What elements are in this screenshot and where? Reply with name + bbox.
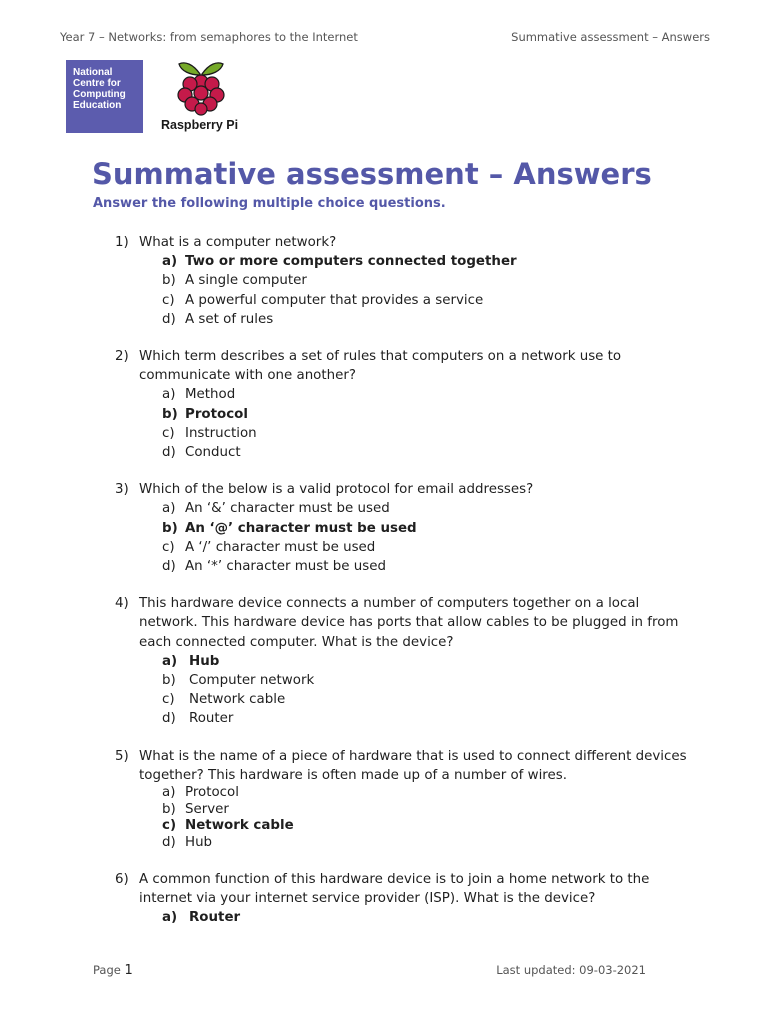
answer-option-correct (162, 908, 695, 927)
question-text: What is the name of a piece of hardware that is used to connect different devices together? This hardware is often made up of a number of wires. (139, 748, 687, 783)
option-letter: d) (162, 711, 176, 727)
option-letter: c) (162, 425, 175, 441)
option-letter: c) (162, 539, 175, 555)
question-text: What is a computer network? (139, 235, 337, 250)
option-letter: c) (162, 818, 177, 834)
answer-option-correct (162, 519, 695, 538)
option-text: Computer network (189, 673, 315, 689)
option-letter: a) (162, 501, 176, 517)
answer-option (162, 557, 695, 576)
answer-option-correct (162, 405, 695, 424)
answer-option (162, 785, 695, 802)
instructions: Answer the following multiple choice questions. (93, 196, 446, 211)
ncce-logo-line: Computing (73, 89, 126, 100)
raspberry-icon (175, 58, 227, 116)
option-text: An ‘@’ character must be used (185, 520, 417, 536)
question-number: 2) (115, 349, 129, 365)
option-letter: c) (162, 692, 175, 708)
option-letter: d) (162, 835, 176, 851)
answer-option (162, 385, 695, 404)
answer-option (162, 671, 695, 690)
answer-option (162, 271, 695, 290)
option-letter: b) (162, 801, 176, 817)
option-text: Network cable (189, 692, 286, 708)
ncce-logo-line: National (73, 67, 113, 78)
ncce-logo (66, 60, 143, 133)
option-letter: d) (162, 445, 176, 461)
option-letter: a) (162, 653, 178, 669)
option-text: Protocol (185, 406, 248, 422)
answer-option (162, 802, 695, 819)
question-5 (115, 747, 695, 852)
question-6 (115, 870, 695, 928)
option-letter: a) (162, 254, 178, 270)
answer-option (162, 499, 695, 518)
option-letter: b) (162, 520, 178, 536)
answer-option (162, 443, 695, 462)
answer-option-correct (162, 652, 695, 671)
question-list (115, 233, 695, 946)
question-1 (115, 233, 695, 329)
ncce-logo-line: Education (73, 100, 122, 111)
option-text: A powerful computer that provides a service (185, 292, 484, 308)
option-text: An ‘&’ character must be used (185, 501, 390, 517)
page-title: Summative assessment – Answers (92, 157, 652, 191)
question-2 (115, 347, 695, 462)
question-3 (115, 480, 695, 576)
option-text: A single computer (185, 273, 307, 289)
answer-option (162, 291, 695, 310)
answer-option-correct (162, 252, 695, 271)
answer-option-correct (162, 818, 695, 835)
question-text: A common function of this hardware device is to join a home network to the internet via your internet service provider (ISP). What is the device? (139, 871, 650, 907)
option-text: Network cable (185, 818, 294, 834)
question-number: 5) (115, 748, 129, 764)
option-text: A set of rules (185, 311, 274, 327)
option-letter: b) (162, 673, 176, 689)
option-text: Server (185, 801, 229, 817)
option-letter: c) (162, 292, 175, 308)
question-text: This hardware device connects a number of computers together on a local network. This hardware device has ports that allow cables to be plugged in from each connected computer. What is the device? (139, 596, 679, 650)
raspberry-pi-logo (158, 58, 248, 138)
option-text: A ‘/’ character must be used (185, 539, 376, 555)
option-letter: d) (162, 311, 176, 327)
ncce-logo-line: Centre for (73, 78, 121, 89)
page-number-value: 1 (124, 963, 133, 978)
question-number: 4) (115, 596, 129, 612)
option-text: Conduct (185, 445, 241, 461)
last-updated: Last updated: 09-03-2021 (496, 963, 646, 977)
raspberry-pi-label: Raspberry Pi (161, 118, 239, 132)
answer-option (162, 310, 695, 329)
question-text: Which of the below is a valid protocol for email addresses? (139, 482, 534, 498)
question-number: 6) (115, 871, 129, 887)
running-header-right: Summative assessment – Answers (511, 30, 710, 44)
answer-option (162, 709, 695, 728)
option-letter: a) (162, 785, 176, 801)
answer-option (162, 835, 695, 852)
option-letter: d) (162, 559, 176, 575)
option-letter: b) (162, 406, 178, 422)
option-text: Hub (189, 653, 220, 669)
page-number (93, 963, 133, 978)
option-text: Router (189, 910, 241, 926)
option-text: Method (185, 387, 236, 403)
option-text: Hub (185, 835, 213, 851)
option-text: Instruction (185, 425, 257, 441)
option-text: Protocol (185, 785, 239, 801)
option-letter: a) (162, 910, 178, 926)
option-text: Router (189, 711, 234, 727)
option-letter: a) (162, 387, 176, 403)
running-header-left: Year 7 – Networks: from semaphores to the Internet (60, 30, 358, 44)
question-number: 1) (115, 235, 129, 250)
option-text: An ‘*’ character must be used (185, 559, 386, 575)
question-4 (115, 594, 695, 728)
question-number: 3) (115, 482, 129, 498)
option-text: Two or more computers connected together (185, 254, 517, 270)
answer-option (162, 424, 695, 443)
answer-option (162, 538, 695, 557)
option-letter: b) (162, 273, 176, 289)
answer-option (162, 690, 695, 709)
page-label: Page (93, 963, 121, 977)
question-text: Which term describes a set of rules that computers on a network use to communicate with one another? (139, 349, 622, 384)
